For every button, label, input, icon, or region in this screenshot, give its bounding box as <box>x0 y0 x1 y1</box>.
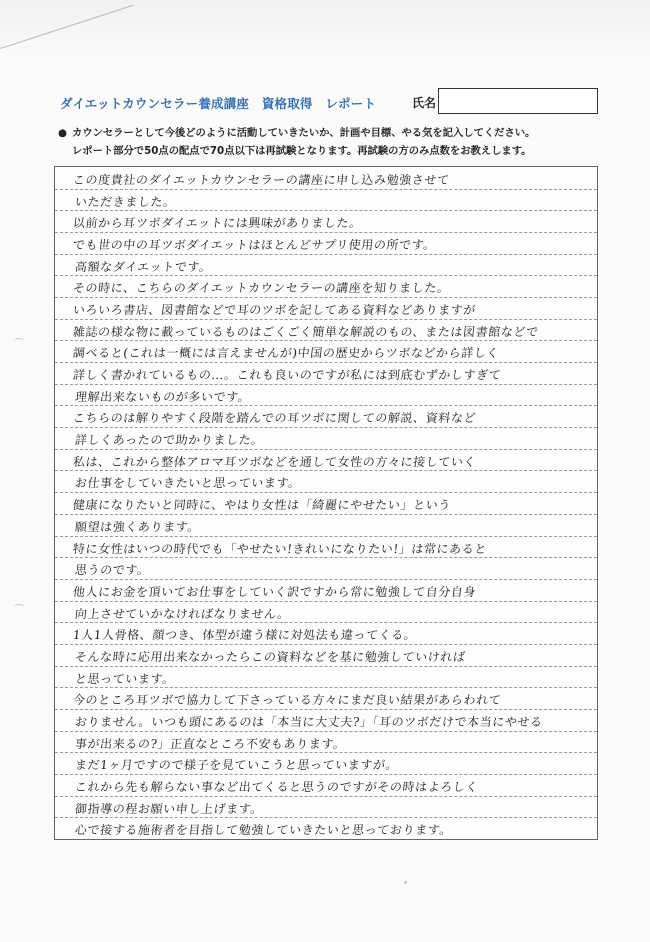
ruled-line <box>55 319 597 320</box>
report-text-line: 以前から耳ツボダイエットには興味がありました。 <box>72 216 363 231</box>
ruled-line <box>55 666 597 667</box>
ruled-line <box>55 752 597 753</box>
report-text-line: 願望は強くあります。 <box>74 519 201 534</box>
report-text-line: 詳しく書かれているもの…。これも良いのですが私には到底むずかしすぎて <box>72 368 503 383</box>
ruled-line <box>55 622 597 623</box>
bullet-icon: ● <box>58 127 67 139</box>
ruled-line <box>55 254 597 255</box>
report-text-line: そんな時に応用出来なかったらこの資料などを基に勉強していければ <box>74 649 467 664</box>
report-text-line: その時に、こちらのダイエットカウンセラーの講座を知りました。 <box>72 281 451 296</box>
report-text-line: 健康になりたいと同時に、やはり女性は「綺麗にやせたい」という <box>72 498 452 513</box>
report-text-line: こちらのは解りやすく段階を踏んでの耳ツボに関しての解説、資料など <box>72 411 477 426</box>
instructions <box>58 124 618 160</box>
report-text-line: 心で接する施術者を目指して勉強していきたいと思っております。 <box>74 823 453 838</box>
report-text-line: おりません。いつも頭にあるのは「本当に大丈夫?」「耳のツボだけで本当にやせる <box>74 714 544 729</box>
report-writing-area[interactable] <box>54 166 598 840</box>
report-title: ダイエットカウンセラー養成講座 資格取得 レポート <box>60 96 377 111</box>
ruled-line <box>55 470 597 471</box>
report-text-line: でも世の中の耳ツボダイエットはほとんどサプリ使用の所です。 <box>72 238 437 253</box>
ruled-line <box>55 362 597 363</box>
report-text-line: これから先も解らない事など出てくると思うのですがその時はよろしく <box>74 779 479 794</box>
ruled-line <box>55 514 597 515</box>
ruled-line <box>55 210 597 211</box>
instruction-line-2: レポート部分で50点の配点で70点以下は再試験となります。再試験の方のみ点数をお教えします。 <box>72 145 532 157</box>
scan-speck <box>404 881 407 884</box>
ruled-line <box>55 449 597 450</box>
report-text-line: この度貴社のダイエットカウンセラーの講座に申し込み勉強させて <box>72 173 451 187</box>
ruled-line <box>55 601 597 602</box>
report-text-line: 今のところ耳ツボで協力して下さっている方々にまだ良い結果があらわれて <box>72 693 503 708</box>
report-text-line: 調べると(これは一概には言えませんが)中国の歴史からツボなどから詳しく <box>72 346 500 361</box>
report-text-line: 事が出来るの?」正直なところ不安もあります。 <box>74 736 347 751</box>
report-header <box>60 92 600 118</box>
ruled-line <box>55 536 597 537</box>
scan-shadow <box>0 0 650 60</box>
ruled-line <box>55 384 597 385</box>
ruled-line <box>55 687 597 688</box>
report-text-line: お仕事をしていきたいと思っています。 <box>74 476 302 491</box>
report-text-line: 特に女性はいつの時代でも「やせたい!きれいになりたい!」は常にあると <box>72 541 488 556</box>
ruled-line <box>55 579 597 580</box>
report-text-line: 雑誌の様な物に載っているものはごくごく簡単な解説のもの、または図書館などで <box>72 324 540 339</box>
ruled-line <box>55 297 597 298</box>
name-label: 氏名 <box>412 96 437 110</box>
ruled-line <box>55 189 597 190</box>
binder-hole-mark <box>14 604 24 609</box>
name-field[interactable] <box>438 88 598 114</box>
ruled-line <box>55 644 597 645</box>
binder-hole-mark <box>14 338 24 343</box>
ruled-line <box>55 557 597 558</box>
ruled-line <box>55 492 597 493</box>
ruled-line <box>55 709 597 710</box>
report-text-line: と思っています。 <box>74 671 176 686</box>
ruled-line <box>55 731 597 732</box>
ruled-line <box>55 817 597 818</box>
report-text-line: まだ1ヶ月ですので様子を見ていこうと思っていますが。 <box>74 758 399 773</box>
ruled-line <box>55 405 597 406</box>
report-text-line: 他人にお金を頂いてお仕事をしていく訳ですから常に勉強して自分自身 <box>72 584 477 599</box>
report-text-line: いろいろ書店、図書館などで耳のツボを記してある資料などありますが <box>72 303 477 318</box>
report-text-line: 理解出来ないものが多いです。 <box>74 389 252 404</box>
report-text-line: 1人1人骨格、顔つき、体型が違う様に対処法も違ってくる。 <box>72 628 418 643</box>
report-text-line: 御指導の程お願い申し上げます。 <box>74 801 264 816</box>
ruled-line <box>55 774 597 775</box>
ruled-line <box>55 340 597 341</box>
ruled-line <box>55 796 597 797</box>
ruled-line <box>55 427 597 428</box>
report-text-line: 向上させていかなければなりません。 <box>74 606 291 621</box>
ruled-line <box>55 232 597 233</box>
ruled-line <box>55 275 597 276</box>
report-text-line: 私は、これから整体アロマ耳ツボなどを通して女性の方々に接していく <box>72 454 477 469</box>
report-text-line: いただきました。 <box>74 194 177 209</box>
report-text-line: 思うのです。 <box>74 563 151 578</box>
instruction-line-1: カウンセラーとして今後どのように活動していきたいか、計画や目標、やる気を記入してください。 <box>72 127 536 139</box>
report-text-line: 詳しくあったので助かりました。 <box>74 433 265 448</box>
report-text-line: 高額なダイエットです。 <box>74 259 213 274</box>
